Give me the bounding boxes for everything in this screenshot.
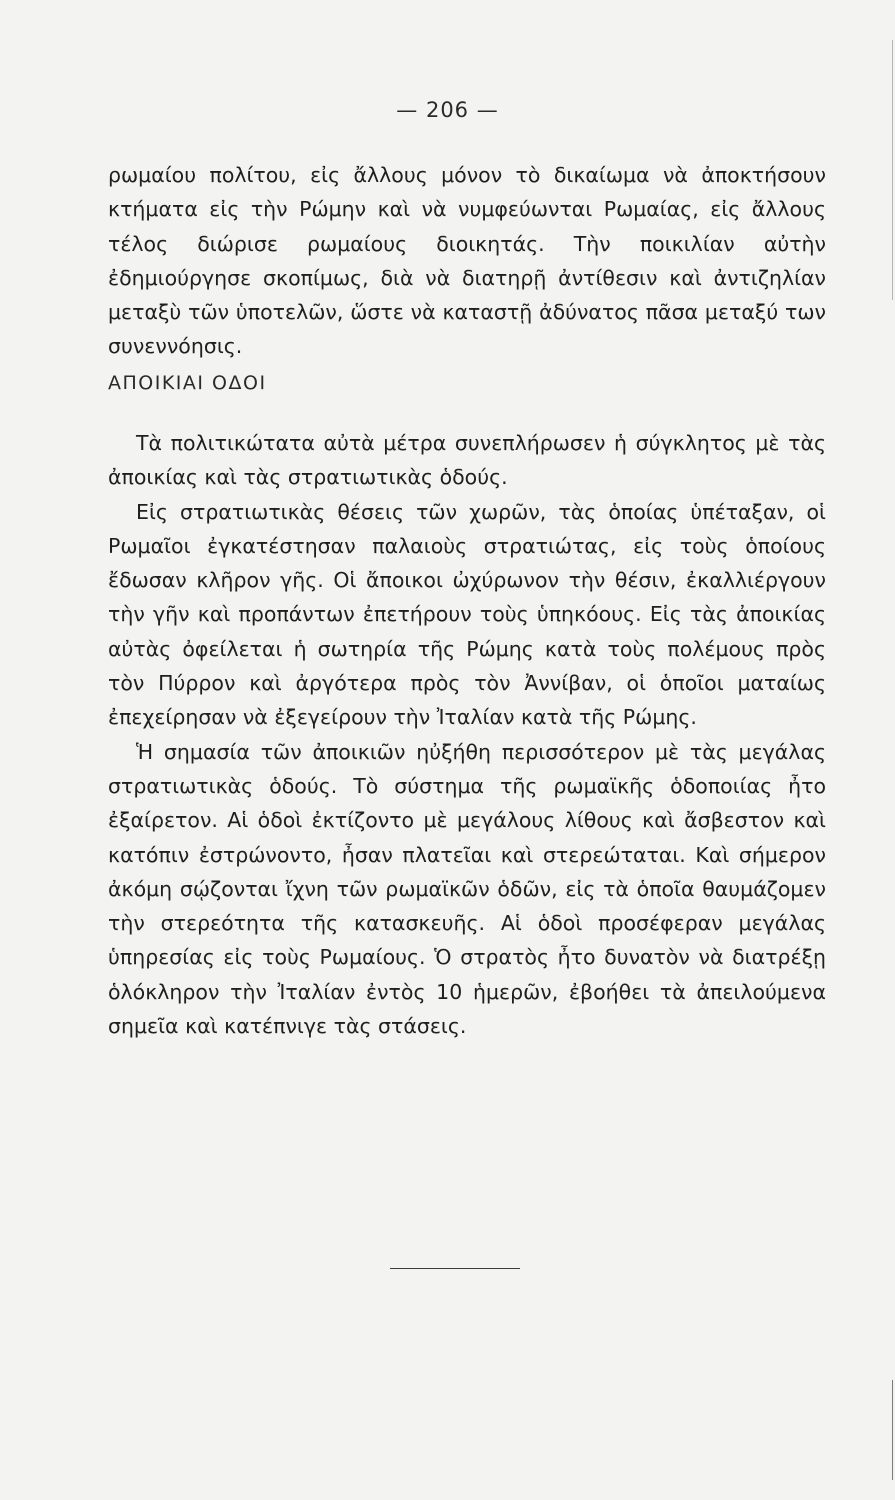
intro-paragraph: ρωμαίου πολίτου, εἰς ἄλλους μόνον τὸ δικαίωμα νὰ ἀποκτήσουν κτήματα εἰς τὴν Ρώμην καὶ νὰ νυμφεύωνται Ρωμαίας, εἰς ἄλλους τέλος διώρισε ρωμαίους διοικητάς. Τὴν ποικιλίαν αὐτὴν ἐδημιούργησε σκοπίμως, διὰ νὰ διατηρῇ ἀντίθεσιν καὶ ἀντιζηλίαν μεταξὺ τῶν ὑποτελῶν, ὥστε νὰ καταστῇ ἀδύνατος πᾶσα μεταξύ των συνεννόησις. bbox=[108, 163, 826, 359]
page-number: — 206 — bbox=[396, 98, 499, 122]
section-paragraph: Εἰς στρατιωτικὰς θέσεις τῶν χωρῶν, τὰς ὁποίας ὑπέταξαν, οἱ Ρωμαῖοι ἐγκατέστησαν παλαιοὺς στρατιώτας, εἰς τοὺς ὁποίους ἔδωσαν κλῆρον γῆς. Οἱ ἄποικοι ὠχύρωνον τὴν θέσιν, ἐκαλλιέργουν τὴν γῆν καὶ προπάντων ἐπετήρουν τοὺς ὑπηκόους. Εἰς τὰς ἀποικίας αὐτὰς ὀφείλεται ἡ σωτηρία τῆς Ρώμης κατὰ τοὺς πολέμους πρὸς τὸν Πύρρον καὶ ἀργότερα πρὸς τὸν Ἀννίβαν, οἱ ὁποῖοι ματαίως ἐπεχείρησαν νὰ ἐξεγείρουν τὴν Ἰταλίαν κατὰ τῆς Ρώμης. bbox=[108, 499, 826, 730]
section-paragraph: Ἡ σημασία τῶν ἀποικιῶν ηὐξήθη περισσότερον μὲ τὰς μεγάλας στρατιωτικὰς ὁδούς. Τὸ σύστημα τῆς ρωμαϊκῆς ὁδοποιίας ἦτο ἐξαίρετον. Αἱ ὁδοὶ ἐκτίζοντο μὲ μεγάλους λίθους καὶ ἄσβεστον καὶ κατόπιν ἐστρώνοντο, ἦσαν πλατεῖαι καὶ στερεώταται. Καὶ σήμερον ἀκόμη σῴζονται ἴχνη τῶν ρωμαϊκῶν ὁδῶν, εἰς τὰ ὁποῖα θαυμάζομεν τὴν στερεότητα τῆς κατασκευῆς. Αἱ ὁδοὶ προσέφεραν μεγάλας ὑπηρεσίας εἰς τοὺς Ρωμαίους. Ὁ στρατὸς ἦτο δυνατὸν νὰ διατρέξῃ ὁλόκληρον τὴν Ἰταλίαν ἐντὸς 10 ἡμερῶν, ἐβοήθει τὰ ἀπειλούμενα σημεῖα καὶ κατέπνιγε τὰς στάσεις. bbox=[108, 739, 826, 1039]
end-rule-divider bbox=[390, 1268, 520, 1269]
section-paragraph: Τὰ πολιτικώτατα αὐτὰ μέτρα συνεπλήρωσεν ἡ σύγκλητος μὲ τὰς ἀποικίας καὶ τὰς στρατιωτικὰς ὁδούς. bbox=[108, 431, 826, 490]
page-edge-line bbox=[892, 1380, 893, 1480]
intro-text-block bbox=[108, 158, 826, 364]
section-text-block bbox=[108, 426, 826, 1043]
section-heading: ΑΠΟΙΚΙΑΙ ΟΔΟΙ bbox=[108, 372, 267, 394]
page-edge-line bbox=[892, 40, 893, 300]
